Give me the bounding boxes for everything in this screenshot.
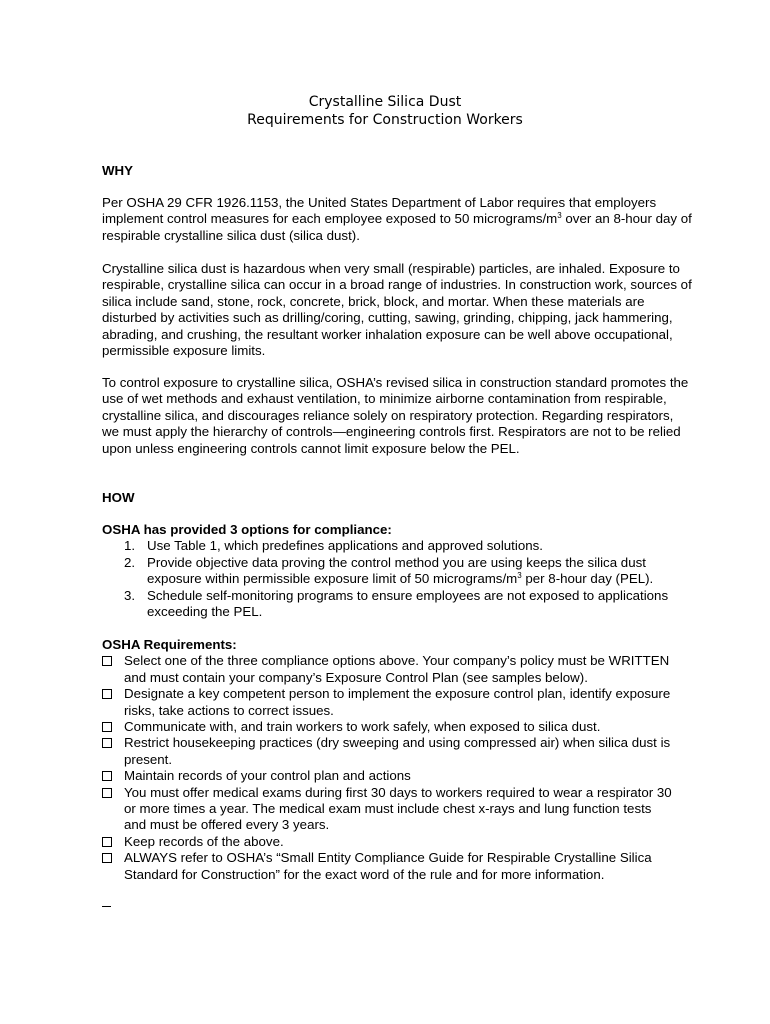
compliance-options (102, 522, 692, 620)
option-number: 1. (124, 538, 136, 554)
why-paragraph-1-text: Per OSHA 29 CFR 1926.1153, the United States Department of Labor requires that employers implement control measures for each employee exposed to 50 micrograms/m (102, 195, 657, 227)
option-item (102, 555, 692, 588)
option-text-end: per 8-hour day (PEL). (521, 571, 654, 587)
option-item (102, 538, 692, 554)
why-paragraph-1-text-end: over an 8-hour day of respirable crystalline silica dust (silica dust). (102, 211, 692, 243)
requirement-text: ALWAYS refer to OSHA’s “Small Entity Compliance Guide for Respirable Crystalline Silica Standard for Construction” for the exact word of the rule and for more information. (124, 850, 652, 882)
requirement-item (102, 686, 672, 719)
options-list (102, 538, 692, 620)
requirements-list (102, 653, 672, 883)
title-line-1: Crystalline Silica Dust (308, 94, 462, 110)
requirements-section (102, 637, 672, 883)
options-heading: OSHA has provided 3 options for compliance: (102, 522, 392, 537)
requirement-text: Maintain records of your control plan and actions (124, 768, 411, 784)
checkbox-icon (102, 771, 112, 781)
document-title (0, 93, 770, 129)
requirement-item (102, 785, 672, 834)
why-paragraph-3: To control exposure to crystalline silica, OSHA’s revised silica in construction standard promotes the use of wet methods and exhaust ventilation, to minimize airborne contamination from respirable, crystalline silica, and discourages reliance solely on respiratory protection. Regarding respirators, we must apply the hierarchy of controls—engineering controls first. Respirators are not to be relied upon unless engineering controls cannot limit exposure below the PEL. (102, 375, 689, 456)
checkbox-icon (102, 656, 112, 666)
requirement-text: You must offer medical exams during first 30 days to workers required to wear a respirator 30 or more times a year. The medical exam must include chest x-rays and lung function tests and must be offered every 3 years. (124, 784, 672, 833)
why-paragraph-1 (102, 195, 692, 244)
option-number: 2. (124, 554, 136, 570)
option-number: 3. (124, 587, 136, 603)
checkbox-icon (102, 788, 112, 798)
option-text: Provide objective data proving the control method you are using keeps the silica dust exposure within permissible exposure limit of 50 micrograms/m (147, 554, 646, 587)
checkbox-icon (102, 853, 112, 863)
checkbox-icon (102, 738, 112, 748)
title-line-2: Requirements for Construction Workers (247, 112, 523, 128)
requirement-item (102, 850, 672, 883)
checkbox-icon (102, 837, 112, 847)
why-paragraph-2: Crystalline silica dust is hazardous when very small (respirable) particles, are inhaled. Exposure to respirable, crystalline silica can occur in a broad range of industries. In construction work, sources of silica include sand, stone, rock, concrete, brick, block, and mortar. When these materials are disturbed by activities such as drilling/coring, cutting, sawing, grinding, chipping, jack hammering, abrading, and crushing, the resultant worker inhalation exposure can be well above occupational, permissible exposure limits. (102, 261, 692, 359)
superscript-3: 3 (557, 211, 562, 221)
requirement-text: Select one of the three compliance options above. Your company’s policy must be WRITTEN and must contain your company’s Exposure Control Plan (see samples below). (124, 653, 670, 685)
requirement-item (102, 719, 672, 735)
trailing-dash (102, 906, 111, 907)
requirement-text: Communicate with, and train workers to work safely, when exposed to silica dust. (124, 719, 601, 735)
superscript-3: 3 (517, 571, 522, 581)
requirement-item (102, 653, 672, 686)
option-text: Use Table 1, which predefines applications and approved solutions. (147, 538, 543, 554)
checkbox-icon (102, 689, 112, 699)
option-text: Schedule self-monitoring programs to ensure employees are not exposed to applications exceeding the PEL. (147, 587, 669, 620)
checkbox-icon (102, 722, 112, 732)
requirements-heading: OSHA Requirements: (102, 637, 237, 652)
requirement-item (102, 735, 672, 768)
requirement-item (102, 768, 672, 784)
requirement-text: Keep records of the above. (124, 833, 284, 849)
why-heading: WHY (102, 163, 134, 178)
requirement-item (102, 834, 672, 850)
option-item (102, 588, 692, 621)
how-heading: HOW (102, 490, 135, 505)
requirement-text: Designate a key competent person to implement the exposure control plan, identify exposure risks, take actions to correct issues. (124, 686, 671, 718)
requirement-text: Restrict housekeeping practices (dry sweeping and using compressed air) when silica dust is present. (124, 735, 671, 767)
